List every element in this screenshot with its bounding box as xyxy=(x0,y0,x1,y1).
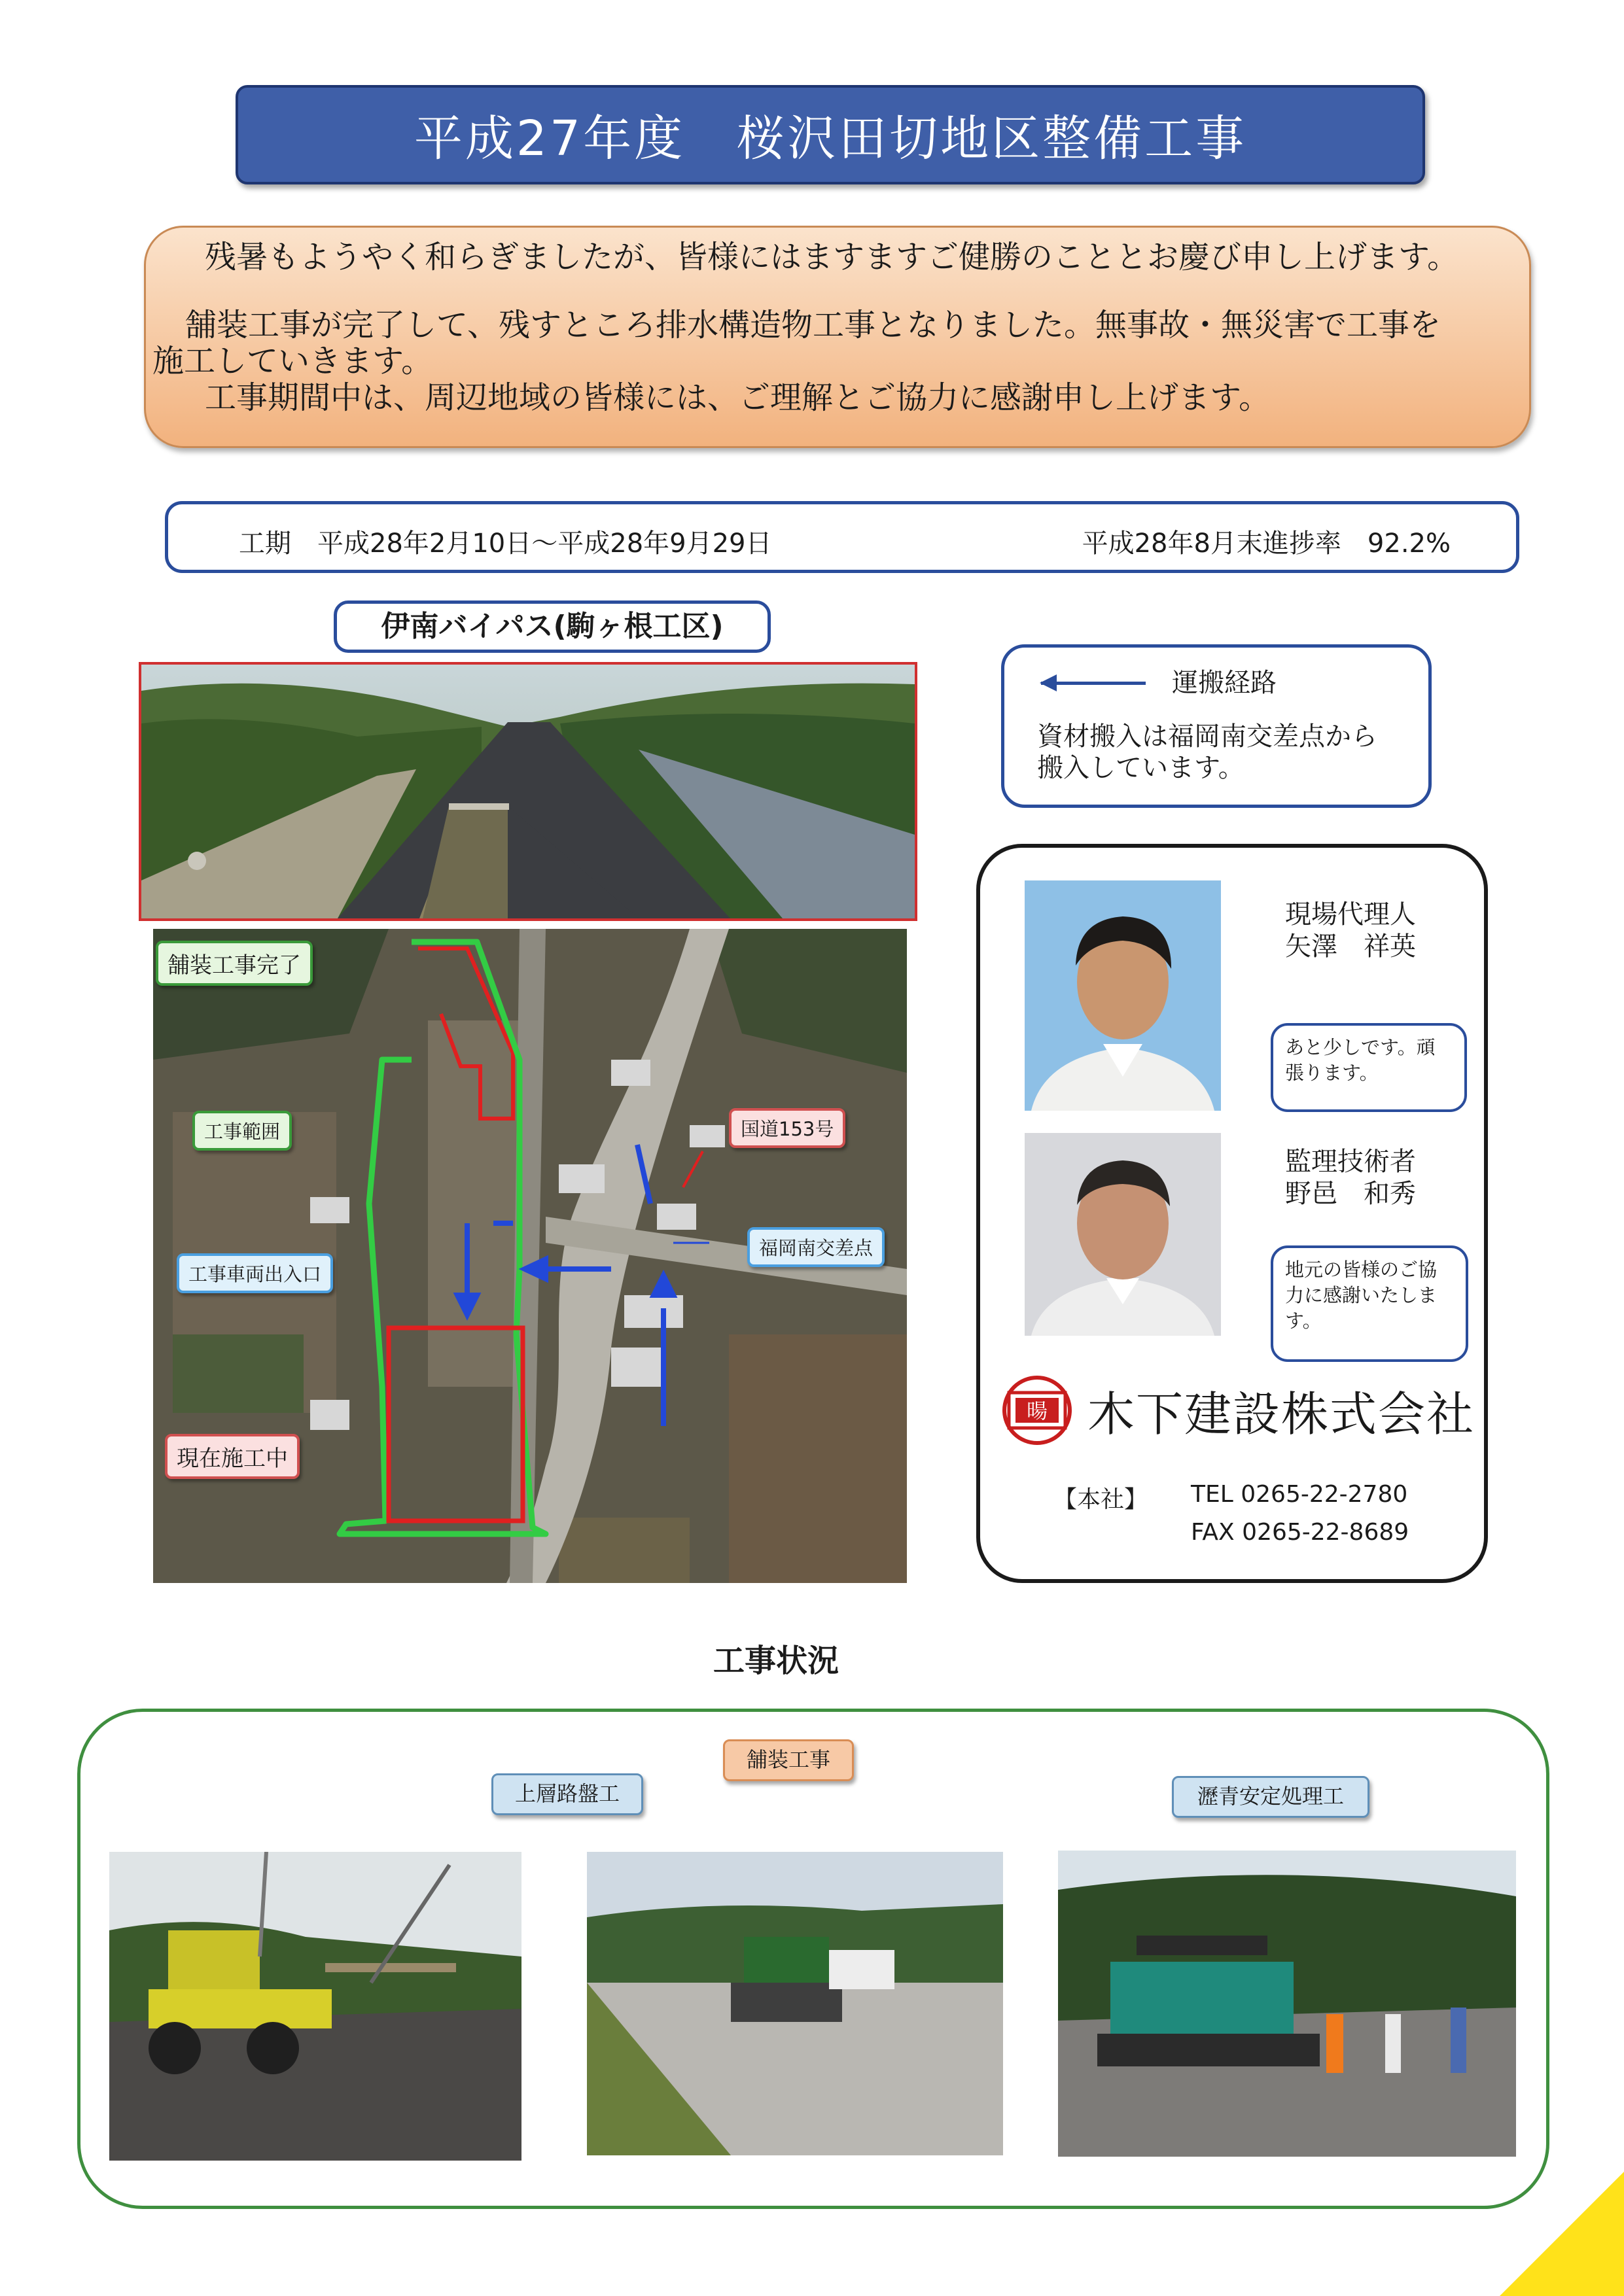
callout-current-work: 現在施工中 xyxy=(165,1434,300,1479)
route-legend-label: 運搬経路 xyxy=(1172,668,1277,698)
route-note-line-2: 搬入しています。 xyxy=(1037,753,1244,783)
paver-photo-image xyxy=(1058,1851,1516,2157)
corner-decoration xyxy=(1500,2172,1624,2296)
staff-1-text xyxy=(1285,899,1416,963)
route-legend-box xyxy=(1001,644,1432,808)
route-note xyxy=(1037,721,1377,784)
status-heading: 工事状況 xyxy=(713,1643,839,1679)
staff-photo-2 xyxy=(1025,1133,1221,1336)
roller-photo-image xyxy=(587,1852,1003,2155)
grader-photo-image xyxy=(109,1852,521,2161)
construction-period: 工期 平成28年2月10日～平成28年9月29日 xyxy=(239,529,772,559)
svg-text:暘: 暘 xyxy=(1026,1399,1048,1423)
company-name: 木下建設株式会社 xyxy=(1087,1387,1475,1442)
status-label-asphalt: 瀝青安定処理工 xyxy=(1172,1776,1369,1818)
staff-1-role: 現場代理人 xyxy=(1285,899,1416,930)
work-photo-paver xyxy=(1058,1851,1516,2157)
office-label: 【本社】 xyxy=(1053,1486,1148,1513)
person-photo-icon xyxy=(1025,880,1221,1111)
callout-route-153: 国道153号 xyxy=(729,1108,845,1148)
status-label-upper-base: 上層路盤工 xyxy=(491,1773,643,1815)
staff-2-text xyxy=(1285,1146,1416,1210)
staff-2-name: 野邑 和秀 xyxy=(1285,1178,1416,1209)
road-photo-image xyxy=(141,665,915,918)
status-frame xyxy=(77,1709,1549,2209)
greeting-box xyxy=(144,226,1531,448)
greeting-line-4: 工事期間中は、周辺地域の皆様には、ご理解とご協力に感謝申し上げます。 xyxy=(205,379,1271,417)
progress-rate: 平成28年8月末進捗率 92.2% xyxy=(1082,529,1451,559)
aerial-map xyxy=(153,929,907,1583)
company-logo-icon xyxy=(1001,1374,1073,1446)
work-photo-roller xyxy=(587,1852,1003,2155)
callout-vehicle-entrance: 工事車両出入口 xyxy=(177,1253,333,1293)
callout-intersection: 福岡南交差点 xyxy=(747,1227,885,1267)
staff-2-role: 監理技術者 xyxy=(1285,1147,1416,1177)
period-box xyxy=(165,501,1519,573)
staff-1-name: 矢澤 祥英 xyxy=(1285,931,1416,962)
person-photo-icon xyxy=(1025,1133,1221,1336)
route-note-line-1: 資材搬入は福岡南交差点から xyxy=(1037,722,1377,752)
route-arrow-icon xyxy=(1041,682,1146,685)
company xyxy=(1001,1374,1475,1446)
staff-1-message: あと少しです。頑張ります。 xyxy=(1271,1023,1467,1112)
company-tel: TEL 0265-22-2780 xyxy=(1191,1481,1408,1508)
page-title: 平成27年度 桜沢田切地区整備工事 xyxy=(236,85,1425,184)
road-photo xyxy=(139,662,917,921)
greeting-line-3: 施工していきます。 xyxy=(152,343,433,380)
greeting-line-2: 舗装工事が完了して、残すところ排水構造物工事となりました。無事故・無災害で工事を xyxy=(185,306,1441,343)
company-fax: FAX 0265-22-8689 xyxy=(1191,1519,1409,1546)
greeting-line-1: 残暑もようやく和らぎましたが、皆様にはますますご健勝のこととお慶び申し上げます。 xyxy=(205,239,1459,275)
bypass-label: 伊南バイパス(駒ヶ根工区) xyxy=(334,600,771,653)
staff-2-message: 地元の皆様のご協力に感謝いたします。 xyxy=(1271,1245,1468,1362)
staff-photo-1 xyxy=(1025,880,1221,1111)
callout-work-area: 工事範囲 xyxy=(192,1111,292,1151)
callout-paving-done: 舗装工事完了 xyxy=(156,941,313,986)
status-category: 舗装工事 xyxy=(723,1739,854,1781)
work-photo-grader xyxy=(109,1852,521,2161)
staff-box xyxy=(976,844,1488,1583)
route-legend xyxy=(1041,667,1277,699)
